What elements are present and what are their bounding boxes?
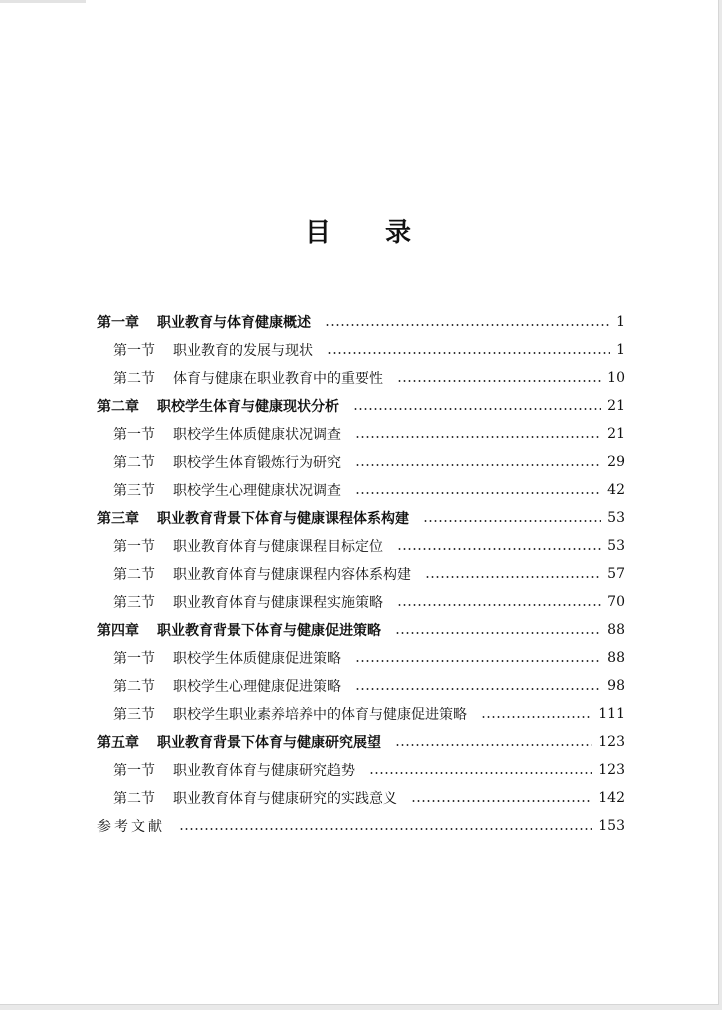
toc-entry-number: 第一节	[113, 651, 155, 667]
dot-leader	[395, 744, 592, 746]
toc-entry-title: 职业教育背景下体育与健康促进策略	[157, 623, 381, 639]
toc-entry-number: 第三节	[113, 595, 155, 611]
toc-entry-number: 第一章	[97, 315, 139, 331]
toc-chapter-row[interactable]	[97, 616, 625, 644]
toc-section-row[interactable]	[97, 532, 625, 560]
toc-entry-number: 第一节	[113, 427, 155, 443]
toc-page-number: 123	[598, 734, 625, 750]
toc-entry-number: 第二节	[113, 679, 155, 695]
toc-chapter-row[interactable]	[97, 728, 625, 756]
toc-page-number: 88	[607, 622, 625, 638]
toc-section-row[interactable]	[97, 700, 625, 728]
dot-leader	[327, 352, 610, 354]
toc-entry-title: 职业教育与体育健康概述	[157, 315, 311, 331]
toc-entry-number: 第二节	[113, 567, 155, 583]
dot-leader	[369, 772, 592, 774]
dot-leader	[355, 492, 601, 494]
toc-entry-title: 职业教育背景下体育与健康课程体系构建	[157, 511, 409, 527]
dot-leader	[397, 548, 601, 550]
toc-reference-row[interactable]	[97, 812, 625, 840]
toc-section-row[interactable]	[97, 588, 625, 616]
table-of-contents	[97, 308, 625, 840]
toc-section-row[interactable]	[97, 364, 625, 392]
dot-leader	[179, 828, 592, 830]
toc-page-number: 53	[607, 538, 625, 554]
toc-section-row[interactable]	[97, 336, 625, 364]
toc-section-row[interactable]	[97, 756, 625, 784]
toc-entry-title: 职校学生体质健康促进策略	[173, 651, 341, 667]
toc-entry-title: 体育与健康在职业教育中的重要性	[173, 371, 383, 387]
dot-leader	[397, 380, 601, 382]
toc-page-number: 98	[607, 678, 625, 694]
toc-entry-number: 第二节	[113, 791, 155, 807]
toc-entry-title: 职校学生体质健康状况调查	[173, 427, 341, 443]
toc-entry-title: 职业教育体育与健康课程目标定位	[173, 539, 383, 555]
dot-leader	[355, 688, 601, 690]
toc-page-number: 10	[607, 370, 625, 386]
dot-leader	[411, 800, 592, 802]
toc-section-row[interactable]	[97, 448, 625, 476]
dot-leader	[355, 660, 601, 662]
dot-leader	[395, 632, 601, 634]
toc-page-number: 153	[598, 818, 625, 834]
toc-entry-number: 第三节	[113, 707, 155, 723]
toc-entry-number: 第二章	[97, 399, 139, 415]
toc-page-number: 142	[598, 790, 625, 806]
toc-section-row[interactable]	[97, 420, 625, 448]
dot-leader	[397, 604, 601, 606]
toc-entry-number: 第一节	[113, 763, 155, 779]
toc-page-number: 123	[598, 762, 625, 778]
toc-entry-title: 参考文献	[97, 819, 165, 835]
toc-page-number: 21	[607, 398, 625, 414]
toc-entry-title: 职业教育背景下体育与健康研究展望	[157, 735, 381, 751]
toc-entry-title: 职业教育体育与健康研究的实践意义	[173, 791, 397, 807]
toc-entry-title: 职校学生体育锻炼行为研究	[173, 455, 341, 471]
toc-entry-title: 职校学生体育与健康现状分析	[157, 399, 339, 415]
toc-section-row[interactable]	[97, 644, 625, 672]
toc-page-number: 88	[607, 650, 625, 666]
toc-chapter-row[interactable]	[97, 504, 625, 532]
dot-leader	[423, 520, 601, 522]
toc-page-number: 42	[607, 482, 625, 498]
toc-entry-title: 职校学生职业素养培养中的体育与健康促进策略	[173, 707, 467, 723]
toc-entry-title: 职业教育体育与健康研究趋势	[173, 763, 355, 779]
toc-entry-number: 第二节	[113, 455, 155, 471]
toc-page-number: 57	[607, 566, 625, 582]
toc-page-number: 111	[598, 706, 625, 722]
toc-entry-number: 第一节	[113, 343, 155, 359]
toc-page-number: 53	[607, 510, 625, 526]
toc-chapter-row[interactable]	[97, 308, 625, 336]
toc-section-row[interactable]	[97, 560, 625, 588]
toc-entry-title: 职校学生心理健康促进策略	[173, 679, 341, 695]
toc-entry-title: 职业教育的发展与现状	[173, 343, 313, 359]
toc-chapter-row[interactable]	[97, 392, 625, 420]
toc-section-row[interactable]	[97, 476, 625, 504]
toc-section-row[interactable]	[97, 784, 625, 812]
toc-title-char-2: 录	[385, 218, 414, 248]
toc-page-number: 70	[607, 594, 625, 610]
toc-entry-title: 职业教育体育与健康课程内容体系构建	[173, 567, 411, 583]
dot-leader	[325, 324, 610, 326]
dot-leader	[355, 436, 601, 438]
toc-entry-number: 第二节	[113, 371, 155, 387]
toc-entry-number: 第三章	[97, 511, 139, 527]
toc-entry-title: 职校学生心理健康状况调查	[173, 483, 341, 499]
toc-title	[0, 212, 718, 249]
page-corner-tab	[0, 0, 86, 3]
dot-leader	[481, 716, 592, 718]
toc-page-number: 21	[607, 426, 625, 442]
toc-entry-number: 第一节	[113, 539, 155, 555]
dot-leader	[425, 576, 601, 578]
toc-entry-number: 第五章	[97, 735, 139, 751]
toc-title-char-1: 目	[304, 218, 333, 248]
toc-entry-title: 职业教育体育与健康课程实施策略	[173, 595, 383, 611]
toc-section-row[interactable]	[97, 672, 625, 700]
dot-leader	[353, 408, 601, 410]
toc-entry-number: 第三节	[113, 483, 155, 499]
toc-page-number: 1	[616, 314, 625, 330]
toc-page-number: 1	[616, 342, 625, 358]
toc-page-number: 29	[607, 454, 625, 470]
dot-leader	[355, 464, 601, 466]
toc-entry-number: 第四章	[97, 623, 139, 639]
